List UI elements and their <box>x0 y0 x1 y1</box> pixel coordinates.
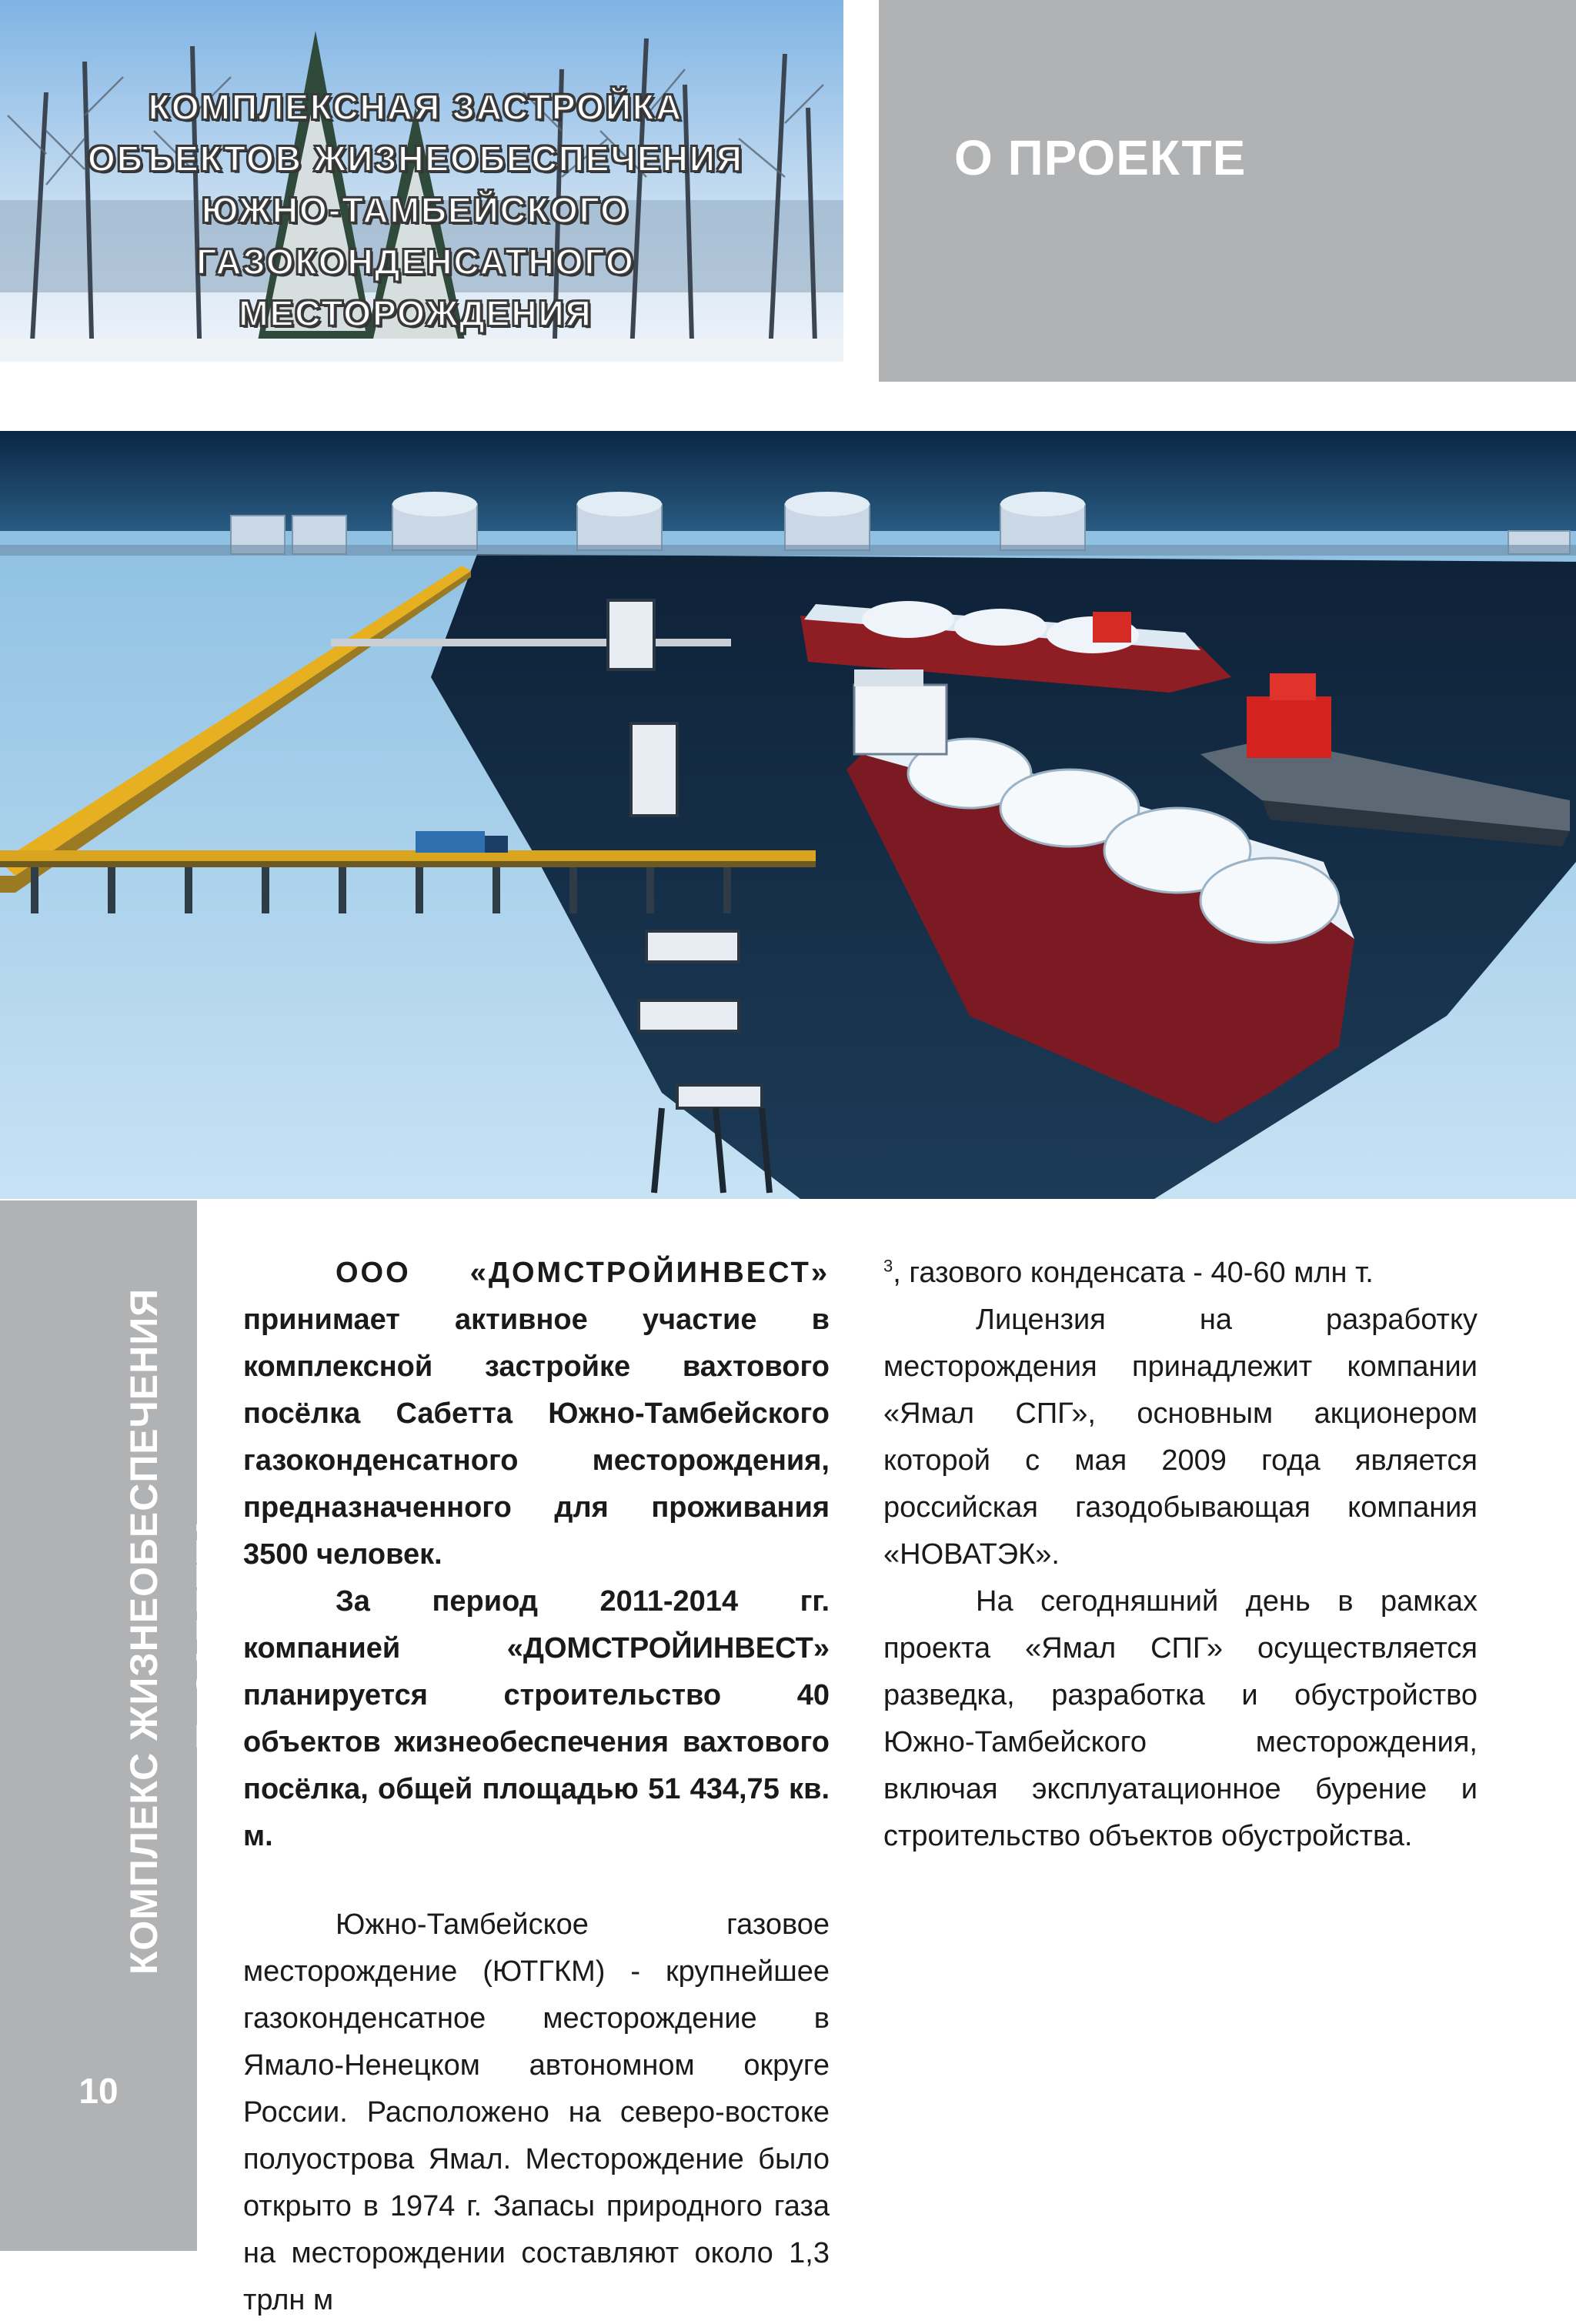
banner-title-line: КОМПЛЕКСНАЯ ЗАСТРОЙКА <box>148 87 683 127</box>
banner-title-line: ГАЗОКОНДЕНСАТНОГО <box>196 242 635 282</box>
lng-port-photo <box>0 431 1576 1199</box>
intro-paragraph <box>243 1250 830 1578</box>
banner-title-line: МЕСТОРОЖДЕНИЯ <box>239 293 593 333</box>
superscript: 3 <box>883 1256 893 1276</box>
field-description-continued <box>883 1250 1478 1297</box>
header-banner-photo <box>0 0 843 382</box>
lng-port-illustration <box>0 431 1576 1199</box>
page-number: 10 <box>78 2071 119 2111</box>
section-title-box <box>879 0 1576 382</box>
company-name: ООО «ДОМСТРОЙИНВЕСТ» <box>336 1257 830 1289</box>
banner-title-line: ЮЖНО-ТАМБЕЙСКОГО <box>201 190 630 230</box>
banner-title-line: ОБЪЕКТОВ ЖИЗНЕОБЕСПЕЧЕНИЯ <box>88 139 743 179</box>
banner-title <box>15 82 816 339</box>
text-column-right <box>883 1250 1478 1860</box>
field-description-tail: , газового конденсата - 40-60 млн т. <box>893 1257 1374 1289</box>
section-title: О ПРОЕКТЕ <box>954 130 1247 185</box>
sidebar-vertical-subtitle: П. САБЕТТА <box>189 1512 232 1751</box>
sidebar-vertical-title: КОМПЛЕКС ЖИЗНЕОБЕСПЕЧЕНИЯ <box>122 1287 165 1975</box>
license-paragraph: Лицензия на разработку месторождения принадлежит компании «Ямал СПГ», основным акционером которой с мая 2009 года является российская газодобывающая компания «НОВАТЭК». <box>883 1304 1478 1571</box>
text-column-left <box>243 1250 830 2324</box>
field-description-paragraph <box>243 1902 830 2324</box>
field-description-text: Южно-Тамбейское газовое месторождение (ЮТГКМ) - крупнейшее газоконденсатное месторождение в Ямало-Ненецком автономном округе России. Расположено на северо-востоке полуострова Ямал. Месторождение было открыто в 1974 г. Запасы природного газа на месторождении составляют около 1,3 трлн м <box>243 1908 830 2316</box>
plan-paragraph: За период 2011-2014 гг. компанией «ДОМСТРОЙИНВЕСТ» планируется строительство 40 объектов жизнеобеспечения вахтового посёлка, общей площадью 51 434,75 кв. м. <box>243 1585 830 1852</box>
intro-text: принимает активное участие в комплексной застройке вахтового посёлка Сабетта Южно-Тамбейского газоконденсатного месторождения, предназначенного для проживания 3500 человек. <box>243 1304 830 1571</box>
today-paragraph: На сегодняшний день в рамках проекта «Ямал СПГ» осуществляется разведка, разработка и обустройство Южно-Тамбейского месторождения, включая эксплуатационное бурение и строительство объектов обустройства. <box>883 1585 1478 1852</box>
